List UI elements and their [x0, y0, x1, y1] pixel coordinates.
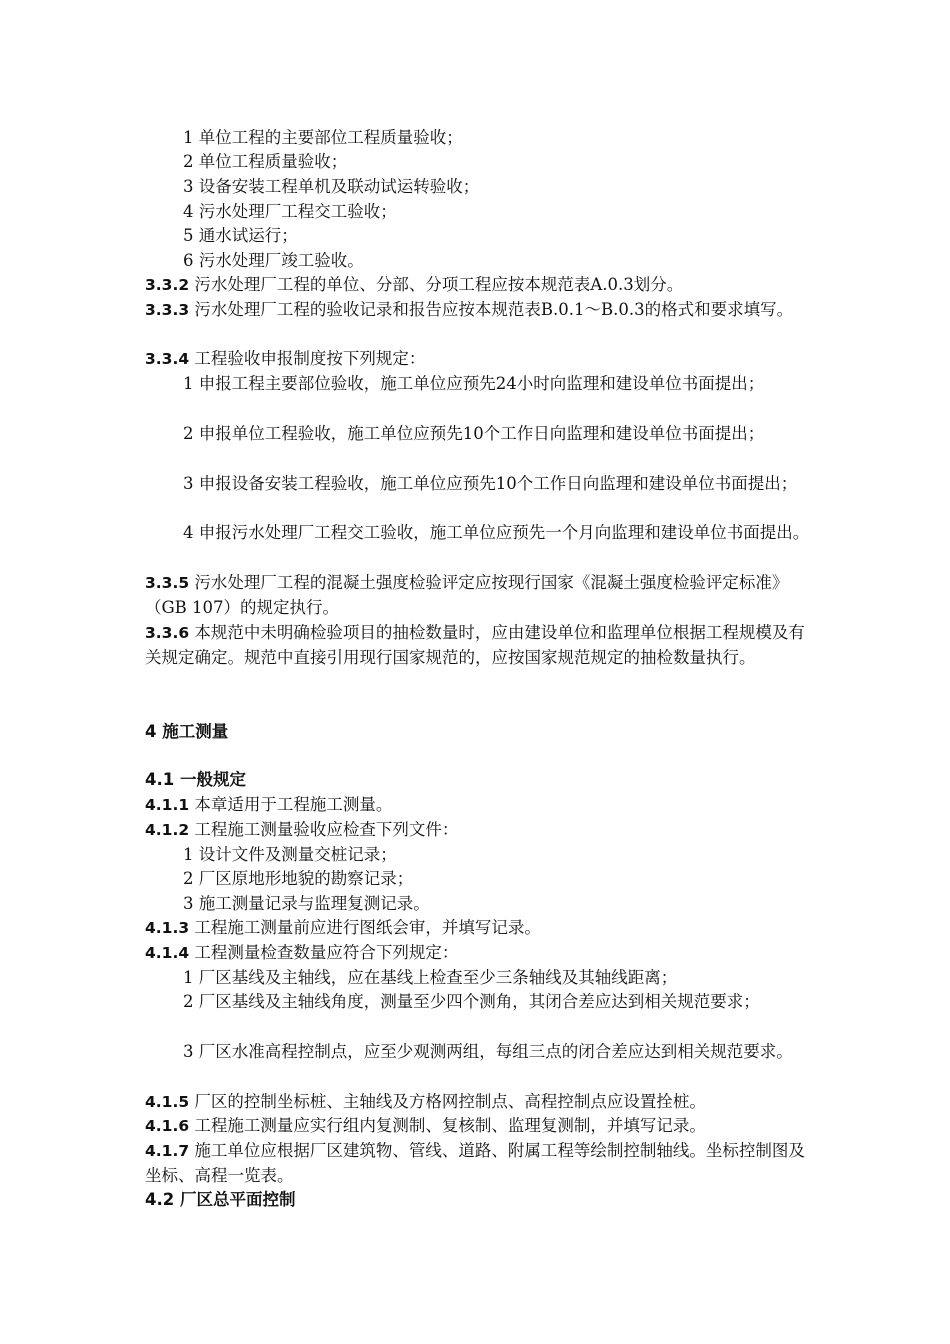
list-item: 1 设计文件及测量交桩记录；	[183, 845, 397, 864]
list-item: 3 厂区水准高程控制点，应至少观测两组，每组三点的闭合差应达到相关规范要求。	[183, 1042, 793, 1061]
clause-3-3-3	[145, 298, 810, 323]
clause-text: 厂区的控制坐标桩、主轴线及方格网控制点、高程控制点应设置拴桩。	[189, 1092, 706, 1111]
clause-number: 4.1.4	[145, 944, 190, 962]
clause-3-3-2	[145, 273, 810, 298]
list-item: 2 厂区原地形地貌的勘察记录；	[183, 869, 414, 888]
clause-text: 工程施工测量验收应检查下列文件：	[189, 820, 459, 839]
clause-number: 3.3.5	[145, 574, 190, 592]
list-item: 5 通水试运行；	[183, 226, 298, 245]
clause-text: 污水处理厂工程的混凝土强度检验评定应按现行国家《混凝土强度检验评定标准》（GB 107）的规定执行。	[145, 573, 789, 617]
clause-4-1-1	[145, 793, 810, 818]
clause-4-1-2	[145, 818, 810, 843]
clause-text: 工程施工测量前应进行图纸会审，并填写记录。	[189, 918, 541, 937]
list-item: 6 污水处理厂竣工验收。	[183, 251, 364, 270]
list-item: 4 污水处理厂工程交工验收；	[183, 202, 397, 221]
clause-text: 污水处理厂工程的验收记录和报告应按本规范表B.0.1～B.0.3的格式和要求填写。	[189, 300, 794, 319]
clause-number: 4.1.3	[145, 919, 190, 937]
chapter-heading: 4 施工测量	[145, 722, 229, 741]
list-item: 3 申报设备安装工程验收，施工单位应预先10个工作日向监理和建设单位书面提出；	[183, 474, 798, 493]
clause-text: 污水处理厂工程的单位、分部、分项工程应按本规范表A.0.3划分。	[189, 275, 684, 294]
list-item: 2 单位工程质量验收；	[183, 152, 348, 171]
clause-number: 4.1.7	[145, 1142, 190, 1160]
clause-4-1-3	[145, 916, 810, 941]
clause-text: 工程验收申报制度按下列规定：	[189, 349, 426, 368]
list-item: 1 厂区基线及主轴线，应在基线上检查至少三条轴线及其轴线距离；	[183, 968, 678, 987]
list-item: 1 单位工程的主要部位工程质量验收；	[183, 128, 463, 147]
clause-text: 工程测量检查数量应符合下列规定：	[189, 943, 459, 962]
clause-text: 工程施工测量应实行组内复测制、复核制、监理复测制，并填写记录。	[189, 1116, 706, 1135]
clause-text: 施工单位应根据厂区建筑物、管线、道路、附属工程等绘制控制轴线。坐标控制图及坐标、高程一览表。	[145, 1141, 805, 1185]
list-item: 3 施工测量记录与监理复测记录。	[183, 894, 430, 913]
clause-4-1-4	[145, 941, 810, 966]
clause-number: 4.1.5	[145, 1093, 190, 1111]
clause-4-1-6	[145, 1114, 810, 1139]
section-heading: 4.2 厂区总平面控制	[145, 1190, 296, 1209]
clause-3-3-5	[145, 571, 810, 620]
section-heading: 4.1 一般规定	[145, 770, 246, 789]
clause-number: 3.3.3	[145, 301, 190, 319]
clause-4-1-5	[145, 1090, 810, 1115]
clause-3-3-6	[145, 621, 810, 670]
clause-4-1-7	[145, 1139, 810, 1188]
clause-number: 3.3.2	[145, 276, 190, 294]
clause-number: 4.1.1	[145, 796, 190, 814]
clause-3-3-4	[145, 347, 810, 372]
clause-number: 4.1.6	[145, 1117, 190, 1135]
clause-text: 本规范中未明确检验项目的抽检数量时，应由建设单位和监理单位根据工程规模及有关规定确定。规范中直接引用现行国家规范的，应按国家规范规定的抽检数量执行。	[145, 623, 805, 667]
list-item: 2 申报单位工程验收，施工单位应预先10个工作日向监理和建设单位书面提出；	[183, 424, 765, 443]
list-item: 2 厂区基线及主轴线角度，测量至少四个测角，其闭合差应达到相关规范要求；	[183, 992, 760, 1011]
list-item: 1 申报工程主要部位验收，施工单位应预先24小时向监理和建设单位书面提出；	[183, 374, 765, 393]
clause-number: 4.1.2	[145, 821, 190, 839]
list-item: 4 申报污水处理厂工程交工验收，施工单位应预先一个月向监理和建设单位书面提出。	[183, 523, 810, 542]
clause-text: 本章适用于工程施工测量。	[189, 795, 393, 814]
clause-number: 3.3.4	[145, 350, 190, 368]
clause-number: 3.3.6	[145, 624, 190, 642]
list-item: 3 设备安装工程单机及联动试运转验收；	[183, 177, 480, 196]
